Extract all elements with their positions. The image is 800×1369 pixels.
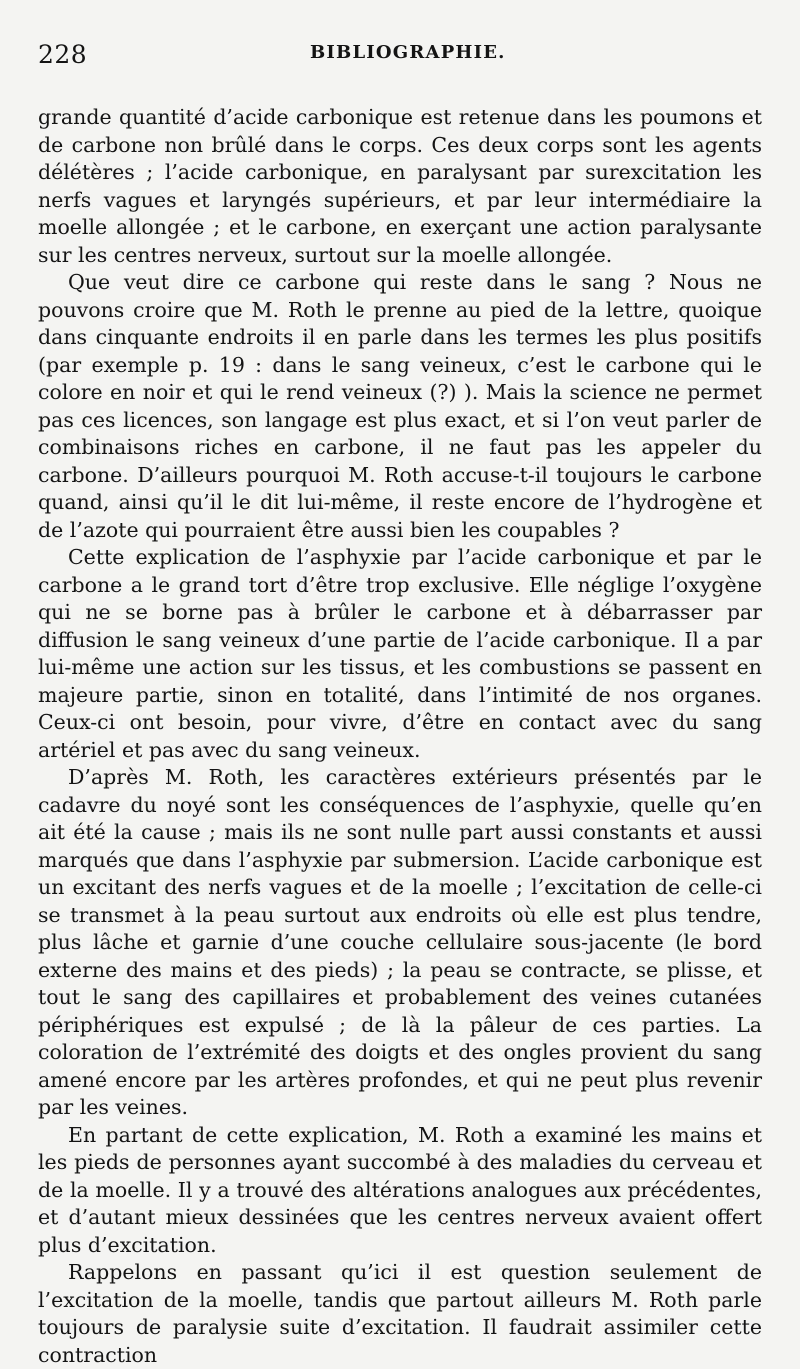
running-title: BIBLIOGRAPHIE. [310,42,506,63]
paragraph: Cette explication de l’asphyxie par l’acide carbonique et par le carbone a le grand tort d’être trop exclusive. Elle néglige l’oxygène qui ne se borne pas à brûler le carbone et à débarrasser par diffusion le sang veineux d’une partie de l’acide carbonique. Il a par lui-même une action sur les tissus, et les combustions se passent en majeure partie, sinon en totalité, dans l’intimité de nos organes. Ceux-ci ont besoin, pour vivre, d’être en contact avec du sang artériel et pas avec du sang veineux. [38,545,762,762]
body-text [38,104,762,1369]
paragraph: D’après M. Roth, les caractères extérieurs présentés par le cadavre du noyé sont les conséquences de l’asphyxie, quelle qu’en ait été la cause ; mais ils ne sont nulle part aussi constants et aussi marqués que dans l’asphyxie par submersion. L’acide carbonique est un excitant des nerfs vagues et de la moelle ; l’excitation de celle-ci se transmet à la peau surtout aux endroits où elle est plus tendre, plus lâche et garnie d’une couche cellulaire sous-jacente (le bord externe des mains et des pieds) ; la peau se contracte, se plisse, et tout le sang des capillaires et probablement des veines cutanées périphériques est expulsé ; de là la pâleur de ces parties. La coloration de l’extrémité des doigts et des ongles provient du sang amené encore par les artères profondes, et qui ne peut plus revenir par les veines. [38,765,762,1119]
paragraph: Rappelons en passant qu’ici il est question seulement de l’excitation de la moelle, tandis que partout ailleurs M. Roth parle toujours de paralysie suite d’excitation. Il faudrait assimiler cette contraction [38,1260,762,1367]
page-number: 228 [38,40,88,69]
paragraph: Que veut dire ce carbone qui reste dans le sang ? Nous ne pouvons croire que M. Roth le prenne au pied de la lettre, quoique dans cinquante endroits il en parle dans les termes les plus positifs (par exemple p. 19 : dans le sang veineux, c’est le carbone qui le colore en noir et qui le rend veineux (?) ). Mais la science ne permet pas ces licences, son langage est plus exact, et si l’on veut parler de combinaisons riches en carbone, il ne faut pas les appeler du carbone. D’ailleurs pourquoi M. Roth accuse-t-il toujours le carbone quand, ainsi qu’il le dit lui-même, il reste encore de l’hydrogène et de l’azote qui pourraient être aussi bien les coupables ? [38,270,762,542]
paragraph-continued: grande quantité d’acide carbonique est retenue dans les poumons et de carbone non brûlé dans le corps. Ces deux corps sont les agents délétères ; l’acide carbonique, en paralysant par surexcitation les nerfs vagues et laryngés supérieurs, et par leur intermédiaire la moelle allongée ; et le carbone, en exerçant une action paralysante sur les centres nerveux, surtout sur la moelle allongée. [38,105,762,267]
paragraph: En partant de cette explication, M. Roth a examiné les mains et les pieds de personnes ayant succombé à des maladies du cerveau et de la moelle. Il y a trouvé des altérations analogues aux précédentes, et d’autant mieux dessinées que les centres nerveux avaient offert plus d’excitation. [38,1122,762,1257]
running-head [38,34,762,74]
